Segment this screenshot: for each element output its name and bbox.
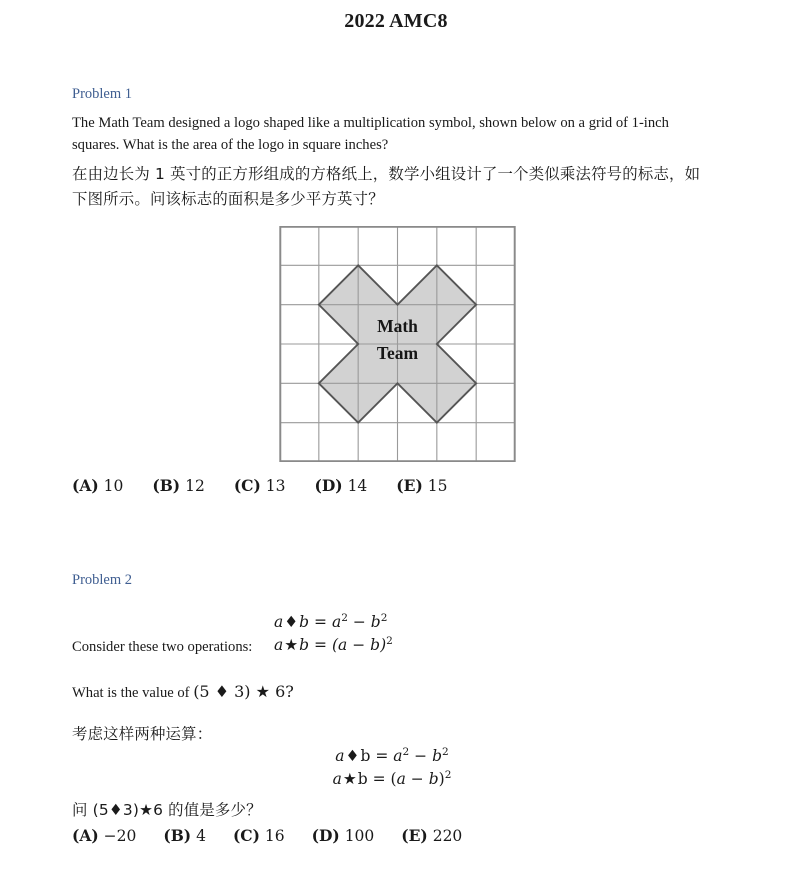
formula-2-operand-b: b <box>299 636 310 655</box>
formula-2-rhs: $(a - b)^2$ <box>331 635 393 655</box>
problem-2-formula-2 <box>274 634 393 658</box>
choice-b-value: 12 <box>185 477 205 495</box>
choice-a[interactable] <box>72 826 136 845</box>
choice-e-label: (E) <box>401 826 428 845</box>
choice-d[interactable] <box>312 826 375 845</box>
formula-1-operand-b: b <box>299 612 310 631</box>
formula-1-operand-a: a <box>274 612 284 631</box>
choice-c-value: 13 <box>265 477 286 495</box>
problem-2-consider-zh: 考虑这样两种运算： <box>72 725 213 743</box>
multiplication-symbol-logo-svg <box>279 226 516 462</box>
problem-2-formula-2-zh: a★b = $(a - b)^2$ <box>332 769 452 789</box>
problem-2-heading: Problem 2 <box>72 572 133 588</box>
problem-2-formula-1 <box>274 611 393 635</box>
page-title: 2022 AMC8 <box>344 10 448 32</box>
logo-label-line-2: Team <box>376 343 419 363</box>
problem-2-question-math: (5 ♦ 3) ★ 6? <box>193 682 294 701</box>
choice-d-label: (D) <box>314 476 343 495</box>
choice-e[interactable] <box>396 476 447 495</box>
choice-e-value: 220 <box>432 827 463 845</box>
diamond-operator-icon: ♦ <box>284 612 299 631</box>
formula-2-operand-a: a <box>274 636 284 655</box>
problem-2-formula-block <box>274 611 393 658</box>
formula-1-equals: = <box>314 612 328 631</box>
problem-1-heading: Problem 1 <box>72 86 133 102</box>
choice-d-label: (D) <box>311 826 340 845</box>
choice-e-label: (E) <box>396 476 423 495</box>
diamond-operator-icon-zh: ♦ <box>345 747 360 765</box>
choice-d-value: 14 <box>347 477 368 495</box>
choice-d[interactable] <box>315 476 368 495</box>
problem-2-question-prefix: What is the value of <box>72 685 190 701</box>
logo-label-line-1: Math <box>377 316 418 336</box>
choice-c-label: (C) <box>233 476 261 495</box>
choice-c-label: (C) <box>232 826 260 845</box>
choice-c-value: 16 <box>264 827 285 845</box>
problem-1-statement-zh: 在由边长为 1 英寸的正方形组成的方格纸上，数学小组设计了一个类似乘法符号的标志，如下图所示。问该标志的面积是多少平方英寸？ <box>72 165 701 208</box>
choice-e-value: 15 <box>427 477 448 495</box>
choice-a-value: 10 <box>103 477 124 495</box>
formula-2-equals: = <box>314 636 328 655</box>
choice-b-label: (B) <box>152 476 181 495</box>
choice-b-label: (B) <box>163 826 192 845</box>
problem-1-figure <box>279 226 516 462</box>
choice-a-value: −20 <box>103 827 137 845</box>
star-operator-icon: ★ <box>284 636 299 655</box>
choice-b-value: 4 <box>196 827 206 845</box>
star-operator-icon-zh: ★ <box>342 770 357 789</box>
choice-c[interactable] <box>234 476 286 495</box>
problem-1-statement-en: The Math Team designed a logo shaped like a multiplication symbol, shown below on a grid of 1-inch squares. What is the area of the logo in square inches? <box>72 115 669 153</box>
choice-d-value: 100 <box>344 827 375 845</box>
choice-a-label: (A) <box>72 826 99 845</box>
choice-a[interactable] <box>72 476 123 495</box>
problem-2-formula-1-zh: a♦b = $a^2 - b^2$ <box>335 745 449 765</box>
problem-2-operations-line <box>72 600 720 656</box>
problem-2-question-en <box>72 680 712 705</box>
problem-2-question-zh: 问 (5♦3)★6 的值是多少？ <box>72 801 262 819</box>
choice-c[interactable] <box>233 826 285 845</box>
formula-1-rhs: $a^2 - b^2$ <box>331 611 388 631</box>
choice-e[interactable] <box>401 826 462 845</box>
choice-b[interactable] <box>163 826 206 845</box>
choice-a-label: (A) <box>72 476 99 495</box>
problem-2-choices <box>72 826 720 845</box>
problem-1-choices <box>72 476 720 495</box>
problem-2-formula-block-zh <box>72 745 712 792</box>
choice-b[interactable] <box>152 476 204 495</box>
problem-2-consider-label: Consider these two operations: <box>72 639 253 655</box>
